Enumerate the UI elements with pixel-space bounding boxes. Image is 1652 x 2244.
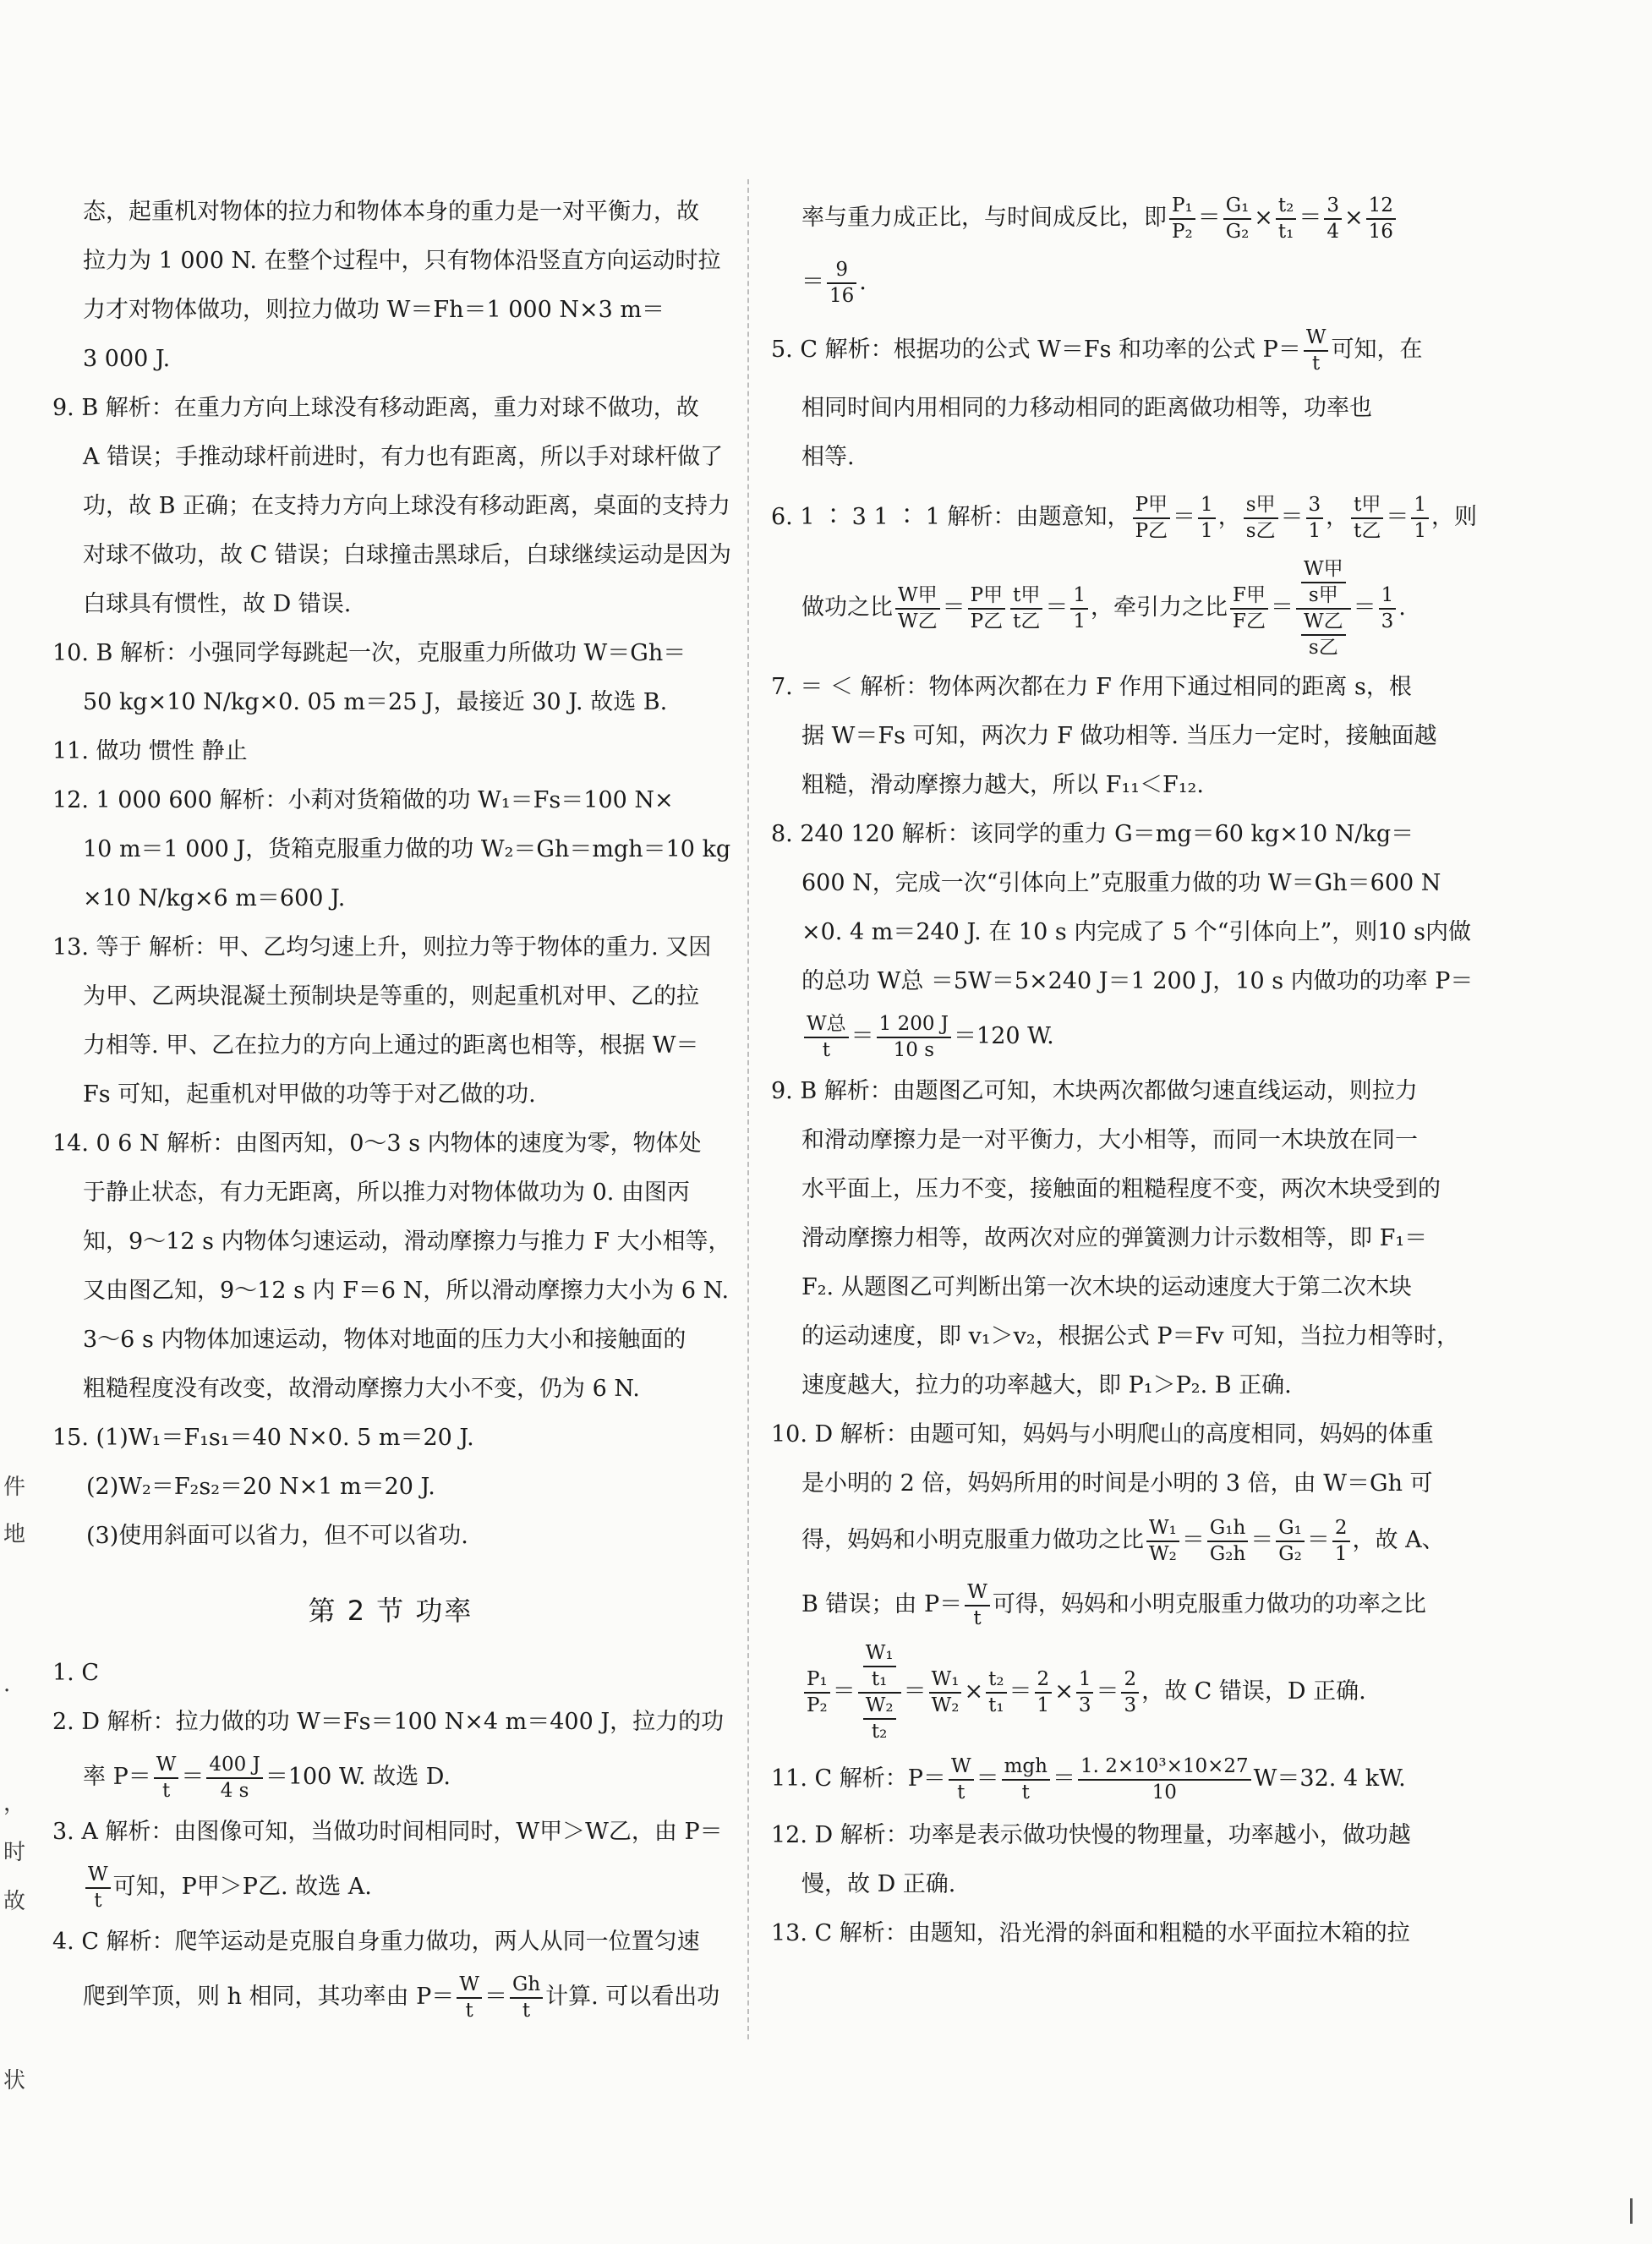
text-line: (3)使用斜面可以省力，但不可以省功. bbox=[86, 1523, 468, 1549]
text-line: 对球不做功，故 C 错误；白球撞击黑球后，白球继续运动是因为 bbox=[83, 542, 731, 568]
text-line: 拉力为 1 000 N. 在整个过程中，只有物体沿竖直方向运动时拉 bbox=[83, 248, 721, 274]
text-line: ×0. 4 m＝240 J. 在 10 s 内完成了 5 个“引体向上”，则10 s内做 bbox=[801, 919, 1472, 945]
text-line: 力才对物体做功，则拉力做功 W＝Fh＝1 000 N×3 m＝ bbox=[83, 297, 665, 323]
fraction: $\frac{3}{4}$ bbox=[1324, 196, 1342, 242]
fraction: $\frac{\text{mgh}}{t}$ bbox=[1002, 1757, 1050, 1803]
text-fragment: 爬到竿顶，则 h 相同，其功率由 P＝ bbox=[83, 1984, 455, 2010]
text-line: 率 P＝ $\frac{W}{t}$ ＝ $\frac{400 J}{4 s}$ ＝100 W. 故选 D. bbox=[83, 1753, 451, 1802]
answer-r-8: 8. 240 120 解析：该同学的重力 G＝mg＝60 kg×10 N/kg＝ bbox=[771, 821, 1414, 847]
fraction: $\frac{\text{G₁}}{\text{G₂}}$ bbox=[1223, 196, 1252, 242]
answer-9: 9. B 解析：在重力方向上球没有移动距离，重力对球不做功，故 bbox=[52, 395, 699, 421]
fraction: $\frac{2}{3}$ bbox=[1121, 1670, 1139, 1716]
text-fragment: ＝100 W. 故选 D. bbox=[265, 1764, 451, 1790]
fraction: $\frac{\text{G₁h}}{\text{G₂h}}$ bbox=[1207, 1519, 1248, 1564]
text-fragment: ，则 bbox=[1431, 504, 1478, 530]
text-line: 速度越大，拉力的功率越大，即 P₁＞P₂. B 正确. bbox=[801, 1372, 1292, 1398]
fraction: $\frac{\text{G₁}}{\text{G₂}}$ bbox=[1276, 1519, 1305, 1564]
answer-15: 15. (1)W₁＝F₁s₁＝40 N×0. 5 m＝20 J. bbox=[52, 1425, 474, 1451]
right-column bbox=[771, 188, 1478, 1958]
text-fragment: ，故 C 错误，D 正确. bbox=[1141, 1678, 1366, 1705]
text-fragment: 可得，妈妈和小明克服重力做功的功率之比 bbox=[992, 1591, 1426, 1617]
text-fragment: ，故 A、 bbox=[1352, 1527, 1445, 1553]
edge-char: 状 bbox=[3, 2068, 26, 2093]
section-heading: 第 2 节 功率 bbox=[308, 1595, 473, 1627]
answer-2-4: 4. C 解析：爬竿运动是克服自身重力做功，两人从同一位置匀速 bbox=[52, 1929, 700, 1955]
text-line: 知，9～12 s 内物体匀速运动，滑动摩擦力与推力 F 大小相等， bbox=[83, 1229, 731, 1255]
fraction: $\frac{\text{t甲}}{\text{t乙}}$ bbox=[1351, 495, 1383, 541]
text-line: 功，故 B 正确；在支持力方向上球没有移动距离，桌面的支持力 bbox=[83, 493, 731, 519]
answer-r-12: 12. D 解析：功率是表示做功快慢的物理量，功率越小，做功越 bbox=[771, 1822, 1411, 1848]
fraction: $\frac{2}{1}$ bbox=[1035, 1670, 1053, 1716]
edge-char: 地 bbox=[3, 1522, 26, 1547]
text-fragment: ，牵引力之比 bbox=[1091, 594, 1228, 621]
text-fragment: 可知，P甲＞P乙. 故选 A. bbox=[112, 1874, 372, 1900]
text-line: 水平面上，压力不变，接触面的粗糙程度不变，两次木块受到的 bbox=[801, 1176, 1441, 1202]
fraction: $\frac{\text{P甲}}{\text{P乙}}$ bbox=[1133, 495, 1170, 541]
text-line: Fs 可知，起重机对甲做的功等于对乙做的功. bbox=[83, 1081, 536, 1108]
text-line: 爬到竿顶，则 h 相同，其功率由 P＝ $\frac{W}{t}$ ＝ $\frac{Gh}{t}$ 计算. 可以看出功 bbox=[83, 1973, 720, 2022]
edge-char: 时 bbox=[3, 1840, 26, 1865]
text-line: 的运动速度，即 v₁＞v₂，根据公式 P＝Fv 可知，当拉力相等时， bbox=[801, 1323, 1460, 1349]
fraction: $\frac{W}{t}$ bbox=[85, 1865, 111, 1911]
text-line: ×10 N/kg×6 m＝600 J. bbox=[83, 885, 346, 911]
text-line: 粗糙程度没有改变，故滑动摩擦力大小不变，仍为 6 N. bbox=[83, 1376, 640, 1402]
edge-char: 故 bbox=[3, 1889, 26, 1914]
fraction: $\frac{1}{3}$ bbox=[1076, 1670, 1094, 1716]
fraction: $\frac{\text{1. 2×10³×10×27}}{10}$ bbox=[1078, 1757, 1251, 1803]
answer-2-3: 3. A 解析：由图像可知，当做功时间相同时，W甲＞W乙，由 P＝ bbox=[52, 1819, 723, 1845]
fraction: $\frac{\frac{\text{W₁}}{\text{t₁}}}{\frac{\text{W₂}}{\text{t₂}}}$ bbox=[858, 1644, 901, 1742]
text-fragment: 5. C 解析：根据功的公式 W＝Fs 和功率的公式 P＝ bbox=[771, 337, 1301, 363]
text-line: 态，起重机对物体的拉力和物体本身的重力是一对平衡力，故 bbox=[83, 199, 699, 225]
fraction: $\frac{W}{t}$ bbox=[949, 1757, 974, 1803]
text-line: 白球具有惯性，故 D 错误. bbox=[83, 591, 352, 617]
text-fragment: 得，妈妈和小明克服重力做功之比 bbox=[801, 1527, 1144, 1553]
answer-14: 14. 0 6 N 解析：由图丙知，0～3 s 内物体的速度为零，物体处 bbox=[52, 1130, 702, 1157]
text-line: A 错误；手推动球杆前进时，有力也有距离，所以手对球杆做了 bbox=[83, 444, 724, 470]
fraction: $\frac{\text{s甲}}{\text{s乙}}$ bbox=[1244, 495, 1278, 541]
fraction: $\frac{\text{W₁}}{\text{W₂}}$ bbox=[929, 1670, 962, 1716]
answer-r-5 bbox=[771, 316, 1447, 384]
fraction: $\frac{\text{W甲}}{\text{W乙}}$ bbox=[895, 586, 940, 632]
fraction: $\frac{Gh}{t}$ bbox=[510, 1975, 543, 2021]
fraction: $\frac{\text{F甲}}{\text{F乙}}$ bbox=[1230, 586, 1268, 632]
text-line: 相同时间内用相同的力移动相同的距离做功相等，功率也 bbox=[801, 395, 1372, 421]
fraction: $\frac{400 J}{4 s}$ bbox=[206, 1755, 262, 1801]
text-fragment: 计算. 可以看出功 bbox=[545, 1984, 720, 2010]
answer-r-10: 10. D 解析：由题可知，妈妈与小明爬山的高度相同，妈妈的体重 bbox=[771, 1421, 1434, 1448]
text-line: $\frac{\text{P₁}}{\text{P₂}}$ ＝ $\frac{\frac{\text{W₁}}{\text{t₁}}}{\frac{\text{W₂}}{\text{t₂}}}$ ＝ $\frac{\text{W₁}}{\text{W₂}}$ × $\frac{\text{t₂}}{\text{t₁}}$ ＝ $\frac{2}{1}$ × $\frac{1}{3}$ ＝ $\frac{2}{3}$ ，故 C 错误，D 正确. bbox=[771, 1637, 1447, 1747]
fraction: $\frac{\text{t甲}}{\text{t乙}}$ bbox=[1010, 586, 1042, 632]
text-line: $\frac{\text{W总}}{t}$ ＝ $\frac{1 200 J}{10 s}$ ＝120 W. bbox=[771, 1006, 1447, 1067]
fraction: $\frac{\frac{\text{W甲}}{\text{s甲}}}{\frac{\text{W乙}}{\text{s乙}}}$ bbox=[1296, 560, 1351, 658]
text-line: 3 000 J. bbox=[83, 346, 171, 372]
text-line: 3～6 s 内物体加速运动，物体对地面的压力大小和接触面的 bbox=[83, 1327, 687, 1353]
fraction: $\frac{2}{1}$ bbox=[1332, 1519, 1350, 1564]
text-line bbox=[771, 1573, 1447, 1637]
text-line: 600 N，完成一次“引体向上”克服重力做的功 W＝Gh＝600 N bbox=[801, 870, 1441, 896]
text-line: 得，妈妈和小明克服重力做功之比 $\frac{\text{W₁}}{\text{W₂}}$ ＝ $\frac{\text{G₁h}}{\text{G₂h}}$ ＝ $\frac{\text{G₁}}{\text{G₂}}$ ＝ $\frac{2}{1}$ ，故 A、 bbox=[801, 1516, 1445, 1565]
text-fragment: 6. 1 ∶ 3 1 ∶ 1 解析：由题意知， bbox=[771, 504, 1130, 530]
answer-r-13: 13. C 解析：由题知，沿光滑的斜面和粗糙的水平面拉木箱的拉 bbox=[771, 1920, 1410, 1946]
fraction: $\frac{W}{t}$ bbox=[457, 1975, 482, 2021]
text-line: 滑动摩擦力相等，故两次对应的弹簧测力计示数相等，即 F₁＝ bbox=[801, 1225, 1428, 1251]
fraction: $\frac{W}{t}$ bbox=[154, 1755, 179, 1801]
text-line: 于静止状态，有力无距离，所以推力对物体做功为 0. 由图丙 bbox=[83, 1179, 690, 1206]
text-fragment: W＝32. 4 kW. bbox=[1253, 1765, 1406, 1792]
text-line bbox=[52, 1857, 729, 1918]
text-line: 力相等. 甲、乙在拉力的方向上通过的距离也相等，根据 W＝ bbox=[83, 1032, 699, 1059]
fraction: $\frac{9}{16}$ bbox=[827, 260, 856, 306]
text-fragment: 可知，在 bbox=[1331, 337, 1423, 363]
answer-r-6: 6. 1 ∶ 3 1 ∶ 1 解析：由题意知， $\frac{\text{P甲}}{\text{P乙}}$ ＝ $\frac{1}{1}$ ， $\frac{\text{s甲}}{\text{s乙}}$ ＝ $\frac{3}{1}$ ， $\frac{\text{t甲}}{\text{t乙}}$ ＝ $\frac{1}{1}$ ，则 bbox=[771, 493, 1478, 542]
column-divider bbox=[747, 179, 749, 2039]
text-fragment: 率与重力成正比，与时间成反比，即 bbox=[801, 205, 1167, 231]
text-line: 为甲、乙两块混凝土预制块是等重的，则起重机对甲、乙的拉 bbox=[83, 983, 699, 1010]
text-line: 据 W＝Fs 可知，两次力 F 做功相等. 当压力一定时，接触面越 bbox=[801, 723, 1437, 749]
fraction: $\frac{\text{t₂}}{\text{t₁}}$ bbox=[1276, 196, 1296, 242]
fraction: $\frac{\text{W总}}{t}$ bbox=[804, 1015, 849, 1060]
text-line: 率与重力成正比，与时间成反比，即 $\frac{\text{P₁}}{\text{P₂}}$ ＝ $\frac{\text{G₁}}{\text{G₂}}$ × $\frac{\text{t₂}}{\text{t₁}}$ ＝ $\frac{3}{4}$ × $\frac{12}{16}$ bbox=[771, 188, 1447, 249]
text-line: F₂. 从题图乙可判断出第一次木块的运动速度大于第二次木块 bbox=[801, 1274, 1412, 1300]
answer-12: 12. 1 000 600 解析：小莉对货箱做的功 W₁＝Fs＝100 N× bbox=[52, 787, 674, 813]
answer-r-11: 11. C 解析：P＝ $\frac{W}{t}$ ＝ $\frac{\text{mgh}}{t}$ ＝ $\frac{\text{1. 2×10³×10×27}}{10}$ W＝32. 4 kW. bbox=[771, 1754, 1406, 1803]
fraction: $\frac{\text{P甲}}{\text{P乙}}$ bbox=[968, 586, 1005, 632]
fraction: $\frac{3}{1}$ bbox=[1306, 495, 1324, 541]
fraction: $\frac{1}{1}$ bbox=[1411, 495, 1429, 541]
text-line: 粗糙，滑动摩擦力越大，所以 F₁₁＜F₁₂. bbox=[801, 772, 1204, 798]
edge-char: ， bbox=[3, 1791, 26, 1816]
answer-r-7: 7. ＝ ＜ 解析：物体两次都在力 F 作用下通过相同的距离 s，根 bbox=[771, 674, 1412, 700]
fraction: $\frac{W}{t}$ bbox=[965, 1583, 990, 1628]
text-line: 的总功 W总 ＝5W＝5×240 J＝1 200 J，10 s 内做功的功率 P＝ bbox=[801, 968, 1474, 994]
text-line: 是小明的 2 倍，妈妈所用的时间是小明的 3 倍，由 W＝Gh 可 bbox=[801, 1470, 1433, 1497]
fraction: $\frac{1}{1}$ bbox=[1070, 586, 1088, 632]
answer-2-1: 1. C bbox=[52, 1660, 100, 1686]
text-line: 10 m＝1 000 J，货箱克服重力做的功 W₂＝Gh＝mgh＝10 kg bbox=[83, 836, 731, 862]
text-line: (2)W₂＝F₂s₂＝20 N×1 m＝20 J. bbox=[86, 1474, 435, 1500]
fraction: $\frac{1}{3}$ bbox=[1379, 586, 1397, 632]
text-line: ＝ $\frac{9}{16}$ . bbox=[801, 258, 867, 307]
text-fragment: ＝120 W. bbox=[954, 1023, 1054, 1049]
fraction: $\frac{\text{P₁}}{\text{P₂}}$ bbox=[804, 1670, 830, 1716]
edge-tick bbox=[1630, 2198, 1633, 2224]
text-line: 相等. bbox=[801, 444, 855, 470]
fraction: $\frac{\text{t₂}}{\text{t₁}}$ bbox=[986, 1670, 1006, 1716]
fraction: $\frac{1 200 J}{10 s}$ bbox=[877, 1015, 951, 1060]
text-fragment: 11. C 解析：P＝ bbox=[771, 1765, 946, 1792]
text-line: 和滑动摩擦力是一对平衡力，大小相等，而同一木块放在同一 bbox=[801, 1127, 1418, 1153]
fraction: $\frac{W}{t}$ bbox=[1304, 328, 1329, 374]
text-fragment: 做功之比 bbox=[801, 594, 893, 621]
edge-char: 件 bbox=[3, 1475, 26, 1500]
text-line: 慢，故 D 正确. bbox=[801, 1871, 956, 1897]
answer-10: 10. B 解析：小强同学每跳起一次，克服重力所做功 W＝Gh＝ bbox=[52, 640, 687, 666]
fraction: $\frac{\text{W₁}}{\text{W₂}}$ bbox=[1146, 1519, 1179, 1564]
answer-r-9: 9. B 解析：由题图乙可知，木块两次都做匀速直线运动，则拉力 bbox=[771, 1078, 1418, 1104]
text-fragment: B 错误；由 P＝ bbox=[801, 1591, 963, 1617]
answer-2-2: 2. D 解析：拉力做的功 W＝Fs＝100 N×4 m＝400 J，拉力的功 bbox=[52, 1709, 725, 1735]
answer-11: 11. 做功 惯性 静止 bbox=[52, 738, 248, 764]
fraction: $\frac{12}{16}$ bbox=[1366, 196, 1396, 242]
left-column bbox=[52, 188, 729, 2028]
text-line: 50 kg×10 N/kg×0. 05 m＝25 J，最接近 30 J. 故选 B. bbox=[83, 689, 668, 715]
text-line: 做功之比 $\frac{\text{W甲}}{\text{W乙}}$ ＝ $\frac{\text{P甲}}{\text{P乙}}$ $\frac{\text{t甲}}{\text{t乙}}$ ＝ $\frac{1}{1}$ ，牵引力之比 $\frac{\text{F甲}}{\text{F乙}}$ ＝ $\frac{\frac{\text{W甲}}{\text{s甲}}}{\frac{\text{W乙}}{\text{s乙}}}$ ＝ $\frac{1}{3}$ . bbox=[801, 557, 1406, 659]
edge-char: · bbox=[3, 1678, 11, 1704]
fraction: $\frac{1}{1}$ bbox=[1198, 495, 1216, 541]
fraction: $\frac{\text{P₁}}{\text{P₂}}$ bbox=[1169, 196, 1195, 242]
text-line: 又由图乙知，9～12 s 内 F＝6 N，所以滑动摩擦力大小为 6 N. bbox=[83, 1278, 730, 1304]
text-fragment: 率 P＝ bbox=[83, 1764, 151, 1790]
answer-13: 13. 等于 解析：甲、乙均匀速上升，则拉力等于物体的重力. 又因 bbox=[52, 934, 712, 961]
